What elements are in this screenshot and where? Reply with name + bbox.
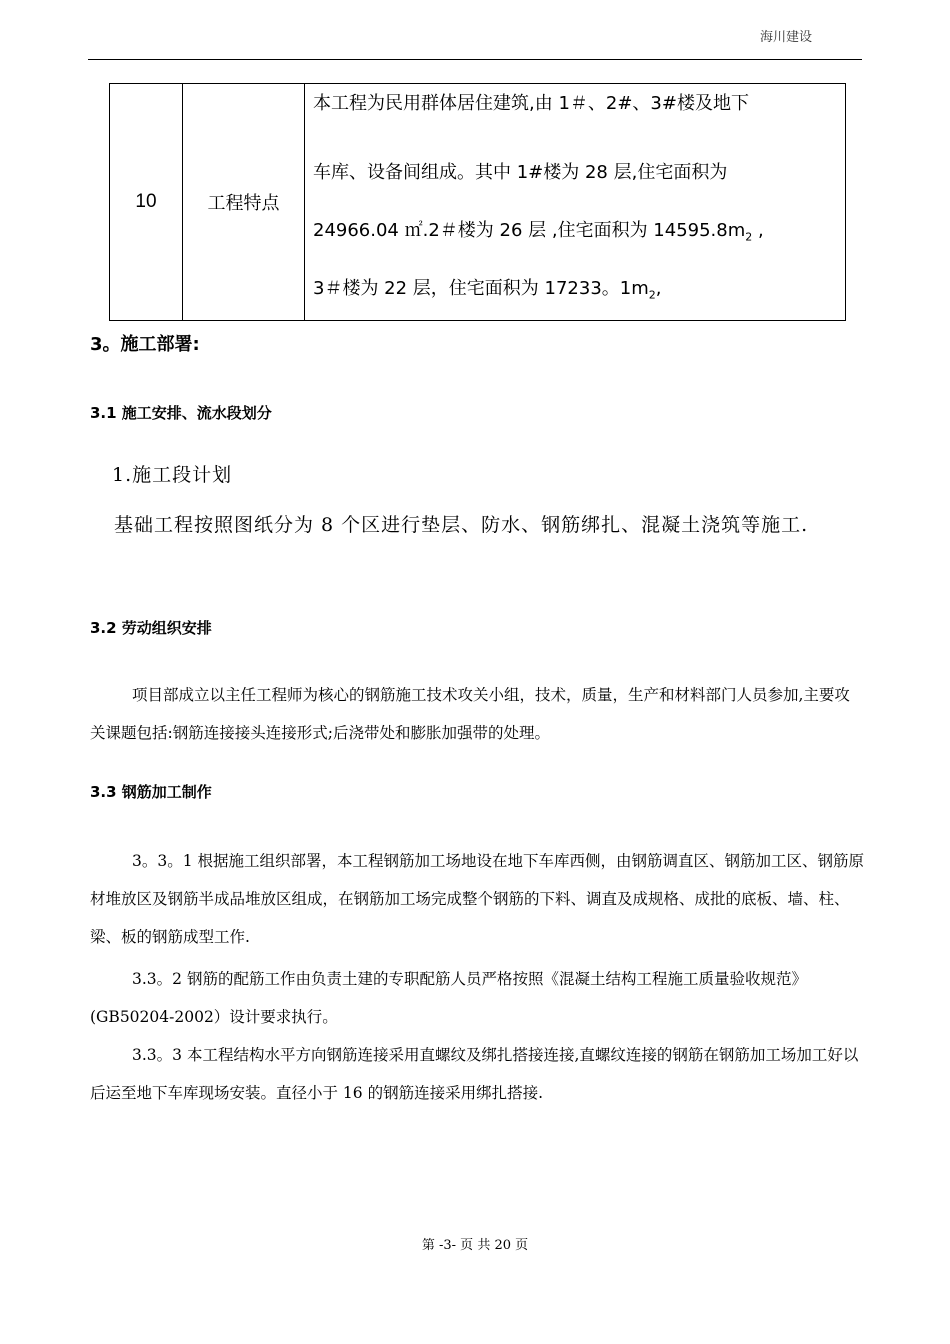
section-3-3-1-text: 3。3。1 根据施工组织部署，本工程钢筋加工场地设在地下车库西侧，由钢筋调直区、钢筋加工区、钢筋原材堆放区及钢筋半成品堆放区组成，在钢筋加工场完成整个钢筋的下料、调直及成规格、成批的底板、墙、柱、梁、板的钢筋成型工作. — [90, 852, 865, 946]
section-3-1-heading: 3.1 施工安排、流水段划分 — [90, 404, 272, 422]
row-label: 工程特点 — [183, 84, 305, 321]
section-3-2-text: 项目部成立以主任工程师为核心的钢筋施工技术攻关小组，技术，质量，生产和材料部门人员参加,主要攻关课题包括:钢筋连接接头连接形式;后浇带处和膨胀加强带的处理。 — [90, 686, 850, 742]
section-3-3-2-text: 3.3。2 钢筋的配筋工作由负责土建的专职配筋人员严格按照《混凝土结构工程施工质量验收规范》(GB50204-2002）设计要求执行。 — [90, 970, 807, 1026]
content-line-3-tail: , — [752, 220, 764, 241]
content-line-3 — [313, 202, 845, 260]
content-line-2: 车库、设备间组成。其中 1#楼为 28 层,住宅面积为 — [313, 162, 728, 183]
section-3-3-heading: 3.3 钢筋加工制作 — [90, 783, 212, 801]
section-3-2-heading: 3.2 劳动组织安排 — [90, 619, 212, 637]
header-rule — [88, 59, 862, 60]
unit-subscript: 2 — [745, 230, 753, 244]
section-3-1-text: 基础工程按照图纸分为 8 个区进行垫层、防水、钢筋绑扎、混凝土浇筑等施工. — [114, 514, 809, 536]
content-line-4-tail: , — [655, 278, 662, 299]
content-line-3-text: 24966.04 ㎡.2＃楼为 26 层 ,住宅面积为 14595.8m — [313, 220, 746, 241]
content-line-4-text: 3＃楼为 22 层，住宅面积为 17233。1m — [313, 278, 649, 299]
unit-subscript: 2 — [648, 288, 656, 302]
content-line-4 — [313, 260, 845, 318]
spec-table — [109, 83, 846, 321]
section-3-3-3-text: 3.3。3 本工程结构水平方向钢筋连接采用直螺纹及绑扎搭接连接,直螺纹连接的钢筋在钢筋加工场加工好以后运至地下车库现场安装。直径小于 16 的钢筋连接采用绑扎搭接. — [90, 1046, 859, 1102]
row-content — [305, 84, 846, 321]
item-1-title: 1.施工段计划 — [112, 464, 233, 486]
section-3-heading: 3。施工部署: — [90, 334, 200, 355]
row-number: 10 — [110, 84, 183, 321]
table-row — [110, 84, 846, 321]
content-line-1: 本工程为民用群体居住建筑,由 1＃、2#、3#楼及地下 — [313, 93, 749, 114]
header-company: 海川建设 — [759, 30, 812, 45]
page-footer: 第 -3- 页 共 20 页 — [421, 1238, 529, 1253]
